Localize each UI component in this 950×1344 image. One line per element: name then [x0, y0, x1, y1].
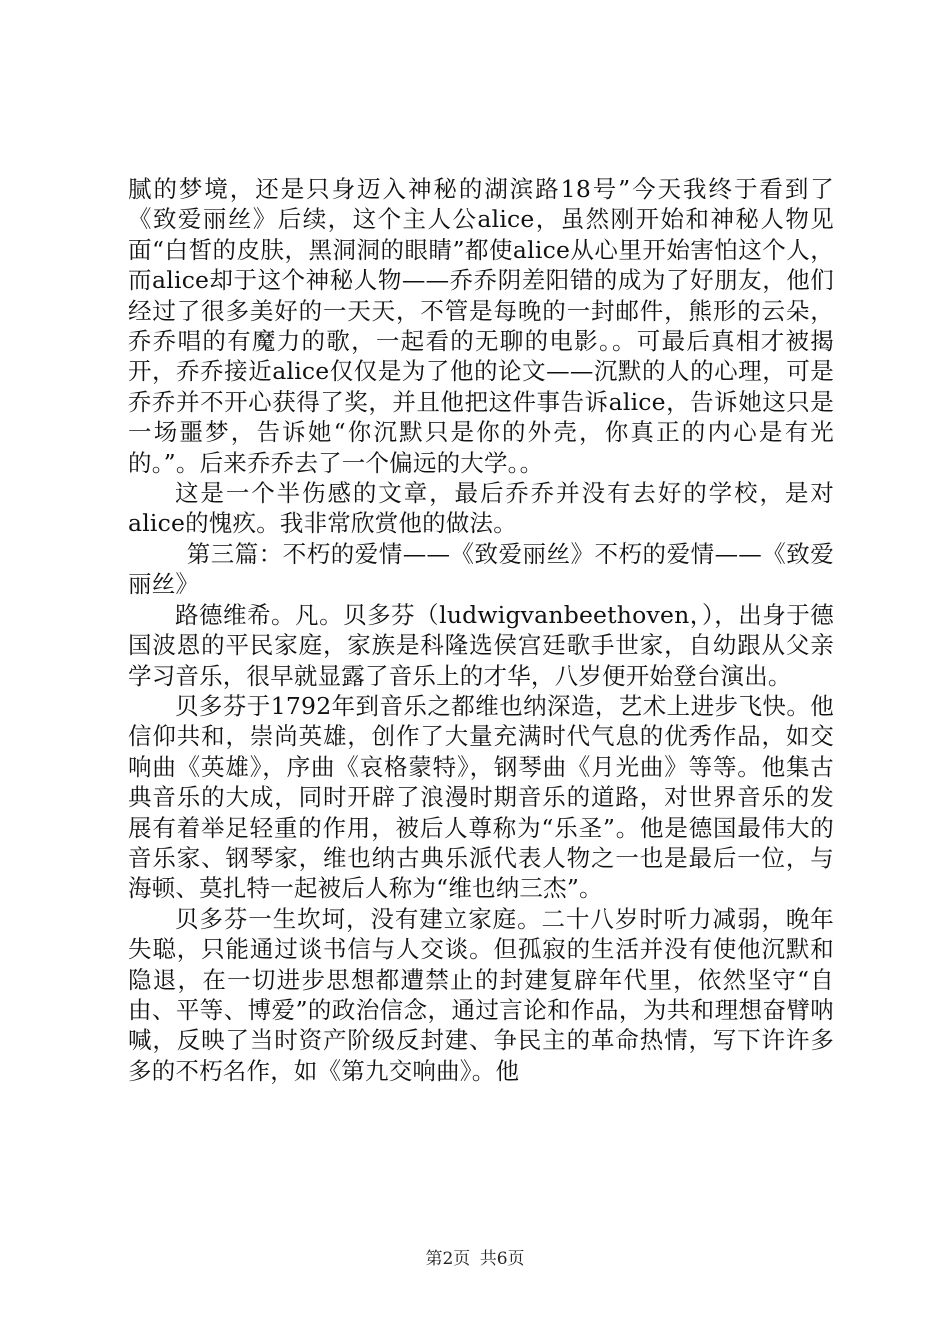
paragraph-1: 腻的梦境，还是只身迈入神秘的湖滨路18号”今天我终于看到了《致爱丽丝》后续，这个主人公alice，虽然刚开始和神秘人物见面“白皙的皮肤，黑洞洞的眼睛”都使alice从心里开始害怕这个人，而alice却于这个神秘人物——乔乔阴差阳错的成为了好朋友，他们经过了很多美好的一天天，不管是每晚的一封邮件，熊形的云朵，乔乔唱的有魔力的歌，一起看的无聊的电影。。可最后真相才被揭开，乔乔接近alice仅仅是为了他的论文——沉默的人的心理，可是乔乔并不开心获得了奖，并且他把这件事告诉alice，告诉她这只是一场噩梦，告诉她“你沉默只是你的外壳，你真正的内心是有光的。”。后来乔乔去了一个偏远的大学。。 — [128, 175, 834, 477]
paragraph-4: 贝多芬于1792年到音乐之都维也纳深造，艺术上进步飞快。他信仰共和，崇尚英雄，创作了大量充满时代气息的优秀作品，如交响曲《英雄》，序曲《哀格蒙特》，钢琴曲《月光曲》等等。他集古典音乐的大成，同时开辟了浪漫时期音乐的道路，对世界音乐的发展有着举足轻重的作用，被后人尊称为“乐圣”。他是德国最伟大的音乐家、钢琴家，维也纳古典乐派代表人物之一也是最后一位，与海顿、莫扎特一起被后人称为“维也纳三杰”。 — [128, 691, 834, 903]
page-footer: 第2页 共6页 — [425, 1249, 525, 1269]
paragraph-2: 这是一个半伤感的文章，最后乔乔并没有去好的学校，是对alice的愧疚。我非常欣赏他的做法。 — [128, 479, 834, 538]
section-heading: 第三篇：不朽的爱情——《致爱丽丝》不朽的爱情——《致爱丽丝》 — [128, 539, 834, 599]
paragraph-5: 贝多芬一生坎坷，没有建立家庭。二十八岁时听力减弱，晚年失聪，只能通过谈书信与人交谈。但孤寂的生活并没有使他沉默和隐退，在一切进步思想都遭禁止的封建复辟年代里，依然坚守“自由、平等、博爱”的政治信念，通过言论和作品，为共和理想奋臂呐喊，反映了当时资产阶级反封建、争民主的革命热情，写下许许多多的不朽名作，如《第九交响曲》。他 — [128, 904, 834, 1085]
paragraph-3: 路德维希。凡。贝多芬（ludwigvanbeethoven，），出身于德国波恩的平民家庭，家族是科隆选侯宫廷歌手世家，自幼跟从父亲学习音乐，很早就显露了音乐上的才华，八岁便开始登台演出。 — [128, 600, 834, 690]
body-text — [128, 174, 834, 1086]
